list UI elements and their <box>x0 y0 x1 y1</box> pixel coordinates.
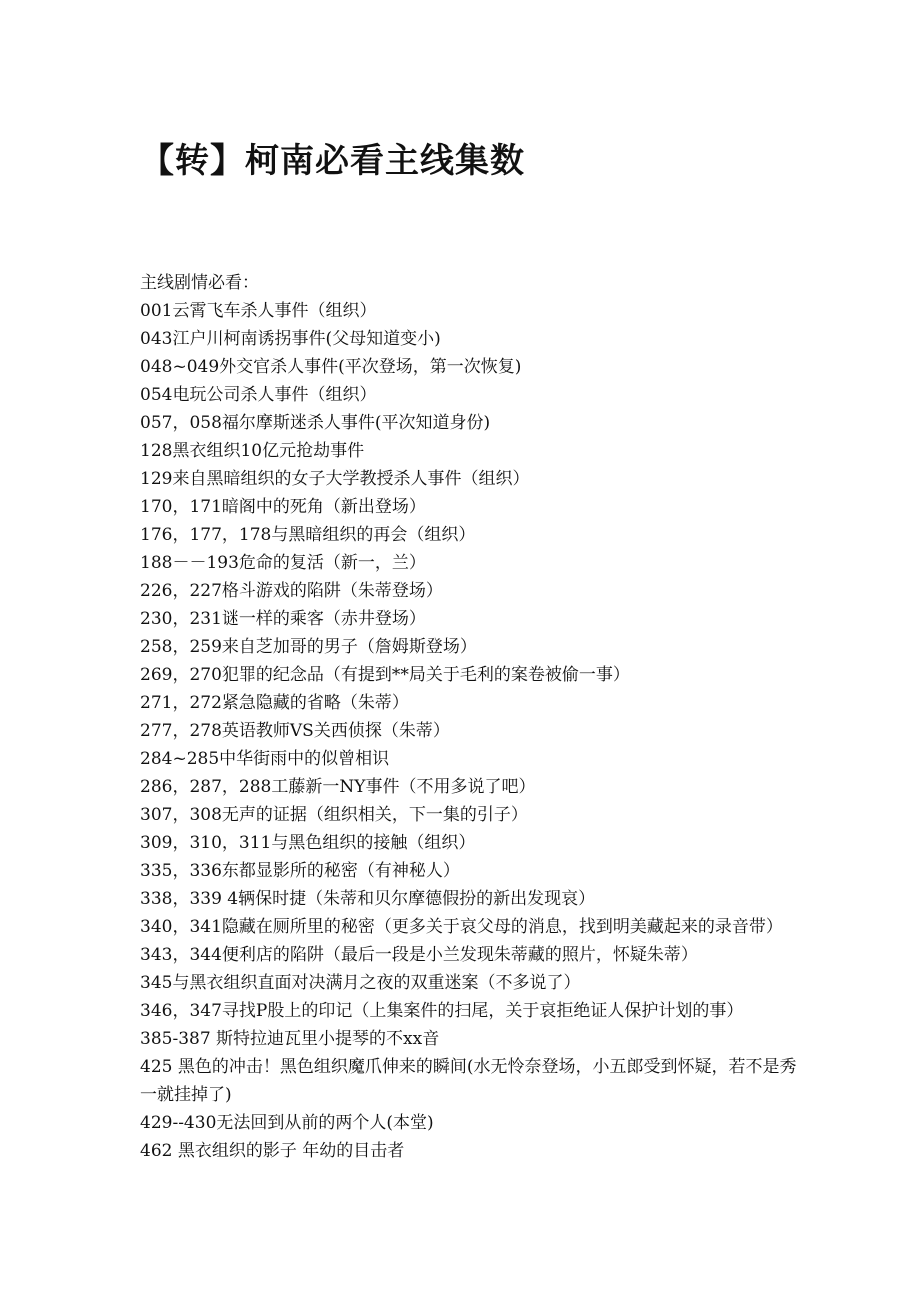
list-item: 462 黑衣组织的影子 年幼的目击者 <box>140 1141 405 1161</box>
list-item: 284~285中华街雨中的似曾相识 <box>140 749 390 769</box>
list-item: 269，270犯罪的纪念品（有提到**局关于毛利的案卷被偷一事） <box>140 665 630 685</box>
list-item: 048~049外交官杀人事件(平次登场，第一次恢复) <box>140 357 522 377</box>
list-item: 429--430无法回到从前的两个人(本堂) <box>140 1113 434 1133</box>
list-item: 128黑衣组织10亿元抢劫事件 <box>140 441 365 461</box>
list-item: 043江户川柯南诱拐事件(父母知道变小) <box>140 329 441 349</box>
list-item: 385-387 斯特拉迪瓦里小提琴的不xx音 <box>140 1029 440 1049</box>
list-item: 170，171暗阁中的死角（新出登场） <box>140 497 426 517</box>
list-item: 307，308无声的证据（组织相关，下一集的引子） <box>140 805 528 825</box>
list-item: 226，227格斗游戏的陷阱（朱蒂登场） <box>140 581 443 601</box>
list-item: 346，347寻找P股上的印记（上集案件的扫尾，关于哀拒绝证人保护计划的事） <box>140 1001 744 1021</box>
document-title: 【转】柯南必看主线集数 <box>140 141 525 181</box>
list-item: 129来自黑暗组织的女子大学教授杀人事件（组织） <box>140 469 530 489</box>
list-item: 425 黑色的冲击！黑色组织魔爪伸来的瞬间(水无怜奈登场，小五郎受到怀疑，若不是秀一就挂掉了) <box>140 1057 797 1105</box>
list-item: 343，344便利店的陷阱（最后一段是小兰发现朱蒂藏的照片，怀疑朱蒂） <box>140 945 698 965</box>
list-item: 271，272紧急隐藏的省略（朱蒂） <box>140 693 409 713</box>
list-item: 277，278英语教师VS关西侦探（朱蒂） <box>140 721 450 741</box>
list-item: 001云霄飞车杀人事件（组织） <box>140 301 377 321</box>
list-item: 057，058福尔摩斯迷杀人事件(平次知道身份) <box>140 413 491 433</box>
list-item: 309，310，311与黑色组织的接触（组织） <box>140 833 476 853</box>
list-item: 230，231谜一样的乘客（赤井登场） <box>140 609 426 629</box>
list-item: 340，341隐藏在厕所里的秘密（更多关于哀父母的消息，找到明美藏起来的录音带） <box>140 917 783 937</box>
list-item: 345与黑衣组织直面对决满月之夜的双重迷案（不多说了） <box>140 973 581 993</box>
list-item: 054电玩公司杀人事件（组织） <box>140 385 377 405</box>
list-item: 188－－193危命的复活（新一，兰） <box>140 553 426 573</box>
list-item: 258，259来自芝加哥的男子（詹姆斯登场） <box>140 637 477 657</box>
list-item: 335，336东都显影所的秘密（有神秘人） <box>140 861 460 881</box>
episode-list <box>140 269 800 1165</box>
list-item: 338，339 4辆保时捷（朱蒂和贝尔摩德假扮的新出发现哀） <box>140 889 596 909</box>
list-item: 176，177，178与黑暗组织的再会（组织） <box>140 525 476 545</box>
section-heading: 主线剧情必看： <box>140 273 259 293</box>
list-item: 286，287，288工藤新一NY事件（不用多说了吧） <box>140 777 536 797</box>
